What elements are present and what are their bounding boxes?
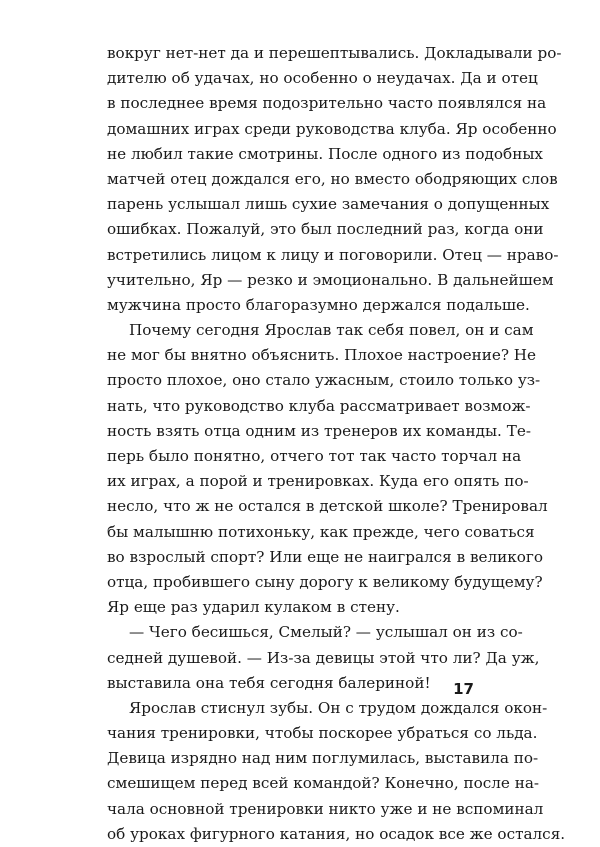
text-line: чала основной тренировки никто уже и не вспоминал: [107, 799, 544, 818]
text-line: встретились лицом к лицу и поговорили. Отец — нраво-: [107, 245, 559, 264]
text-line: — Чего бесишься, Смелый? — услышал он из со-: [129, 623, 523, 642]
text-line: перь было понятно, отчего тот так часто торчал на: [107, 447, 522, 465]
text-line: вокруг нет-нет да и перешептывались. Докладывали ро-: [107, 44, 562, 62]
text-line: парень услышал лишь сухие замечания о допущенных: [107, 195, 550, 214]
text-line: не любил такие смотрины. После одного из подобных: [107, 144, 543, 163]
text-line: во взрослый спорт? Или еще не наигрался в великого: [107, 547, 544, 566]
text-line: домашних играх среди руководства клуба. Яр особенно: [107, 119, 557, 138]
paragraph-1: [107, 41, 562, 318]
paragraph-2: [107, 318, 548, 620]
text-line: отца, пробившего сыну дорогу к великому будущему?: [107, 572, 543, 591]
text-line: Яр еще раз ударил кулаком в стену.: [107, 598, 400, 617]
text-line: Девица изрядно над ним поглумилась, выставила по-: [107, 749, 539, 768]
text-line: нать, что руководство клуба рассматривает возмож-: [107, 396, 531, 415]
text-line: мужчина просто благоразумно держался подальше.: [107, 295, 530, 314]
text-line: не мог бы внятно объяснить. Плохое настроение? Не: [107, 346, 537, 365]
text-line: ность взять отца одним из тренеров их команды. Те-: [107, 421, 531, 440]
paragraph-4: [107, 696, 566, 847]
text-line: чания тренировки, чтобы поскорее убраться со льда.: [107, 724, 538, 743]
text-line: смешищем перед всей командой? Конечно, после на-: [107, 774, 540, 793]
text-line: Ярослав стиснул зубы. Он с трудом дождался окон-: [129, 698, 548, 717]
text-line: седней душевой. — Из-за девицы этой что ли? Да уж,: [107, 648, 540, 667]
text-line: просто плохое, оно стало ужасным, стоило только уз-: [107, 371, 541, 390]
paragraph-3: [107, 620, 540, 696]
page-number: 17: [453, 680, 474, 698]
text-line: в последнее время подозрительно часто появлялся на: [107, 94, 547, 113]
text-line: бы малышню потихоньку, как прежде, чего соваться: [107, 522, 535, 541]
text-line: выставила она тебя сегодня балериной!: [107, 673, 431, 692]
text-line: учительно, Яр — резко и эмоционально. В дальнейшем: [107, 270, 554, 289]
body-text: [107, 41, 566, 847]
text-line: ошибках. Пожалуй, это был последний раз, когда они: [107, 220, 544, 239]
text-line: их играх, а порой и тренировках. Куда его опять по-: [107, 472, 529, 491]
text-line: матчей отец дождался его, но вместо ободряющих слов: [107, 169, 558, 188]
text-line: дителю об удачах, но особенно о неудачах. Да и отец: [107, 69, 538, 88]
text-line: об уроках фигурного катания, но осадок все же остался.: [107, 824, 566, 843]
text-line: несло, что ж не остался в детской школе? Тренировал: [107, 497, 548, 516]
text-line: Почему сегодня Ярослав так себя повел, он и сам: [129, 321, 534, 340]
